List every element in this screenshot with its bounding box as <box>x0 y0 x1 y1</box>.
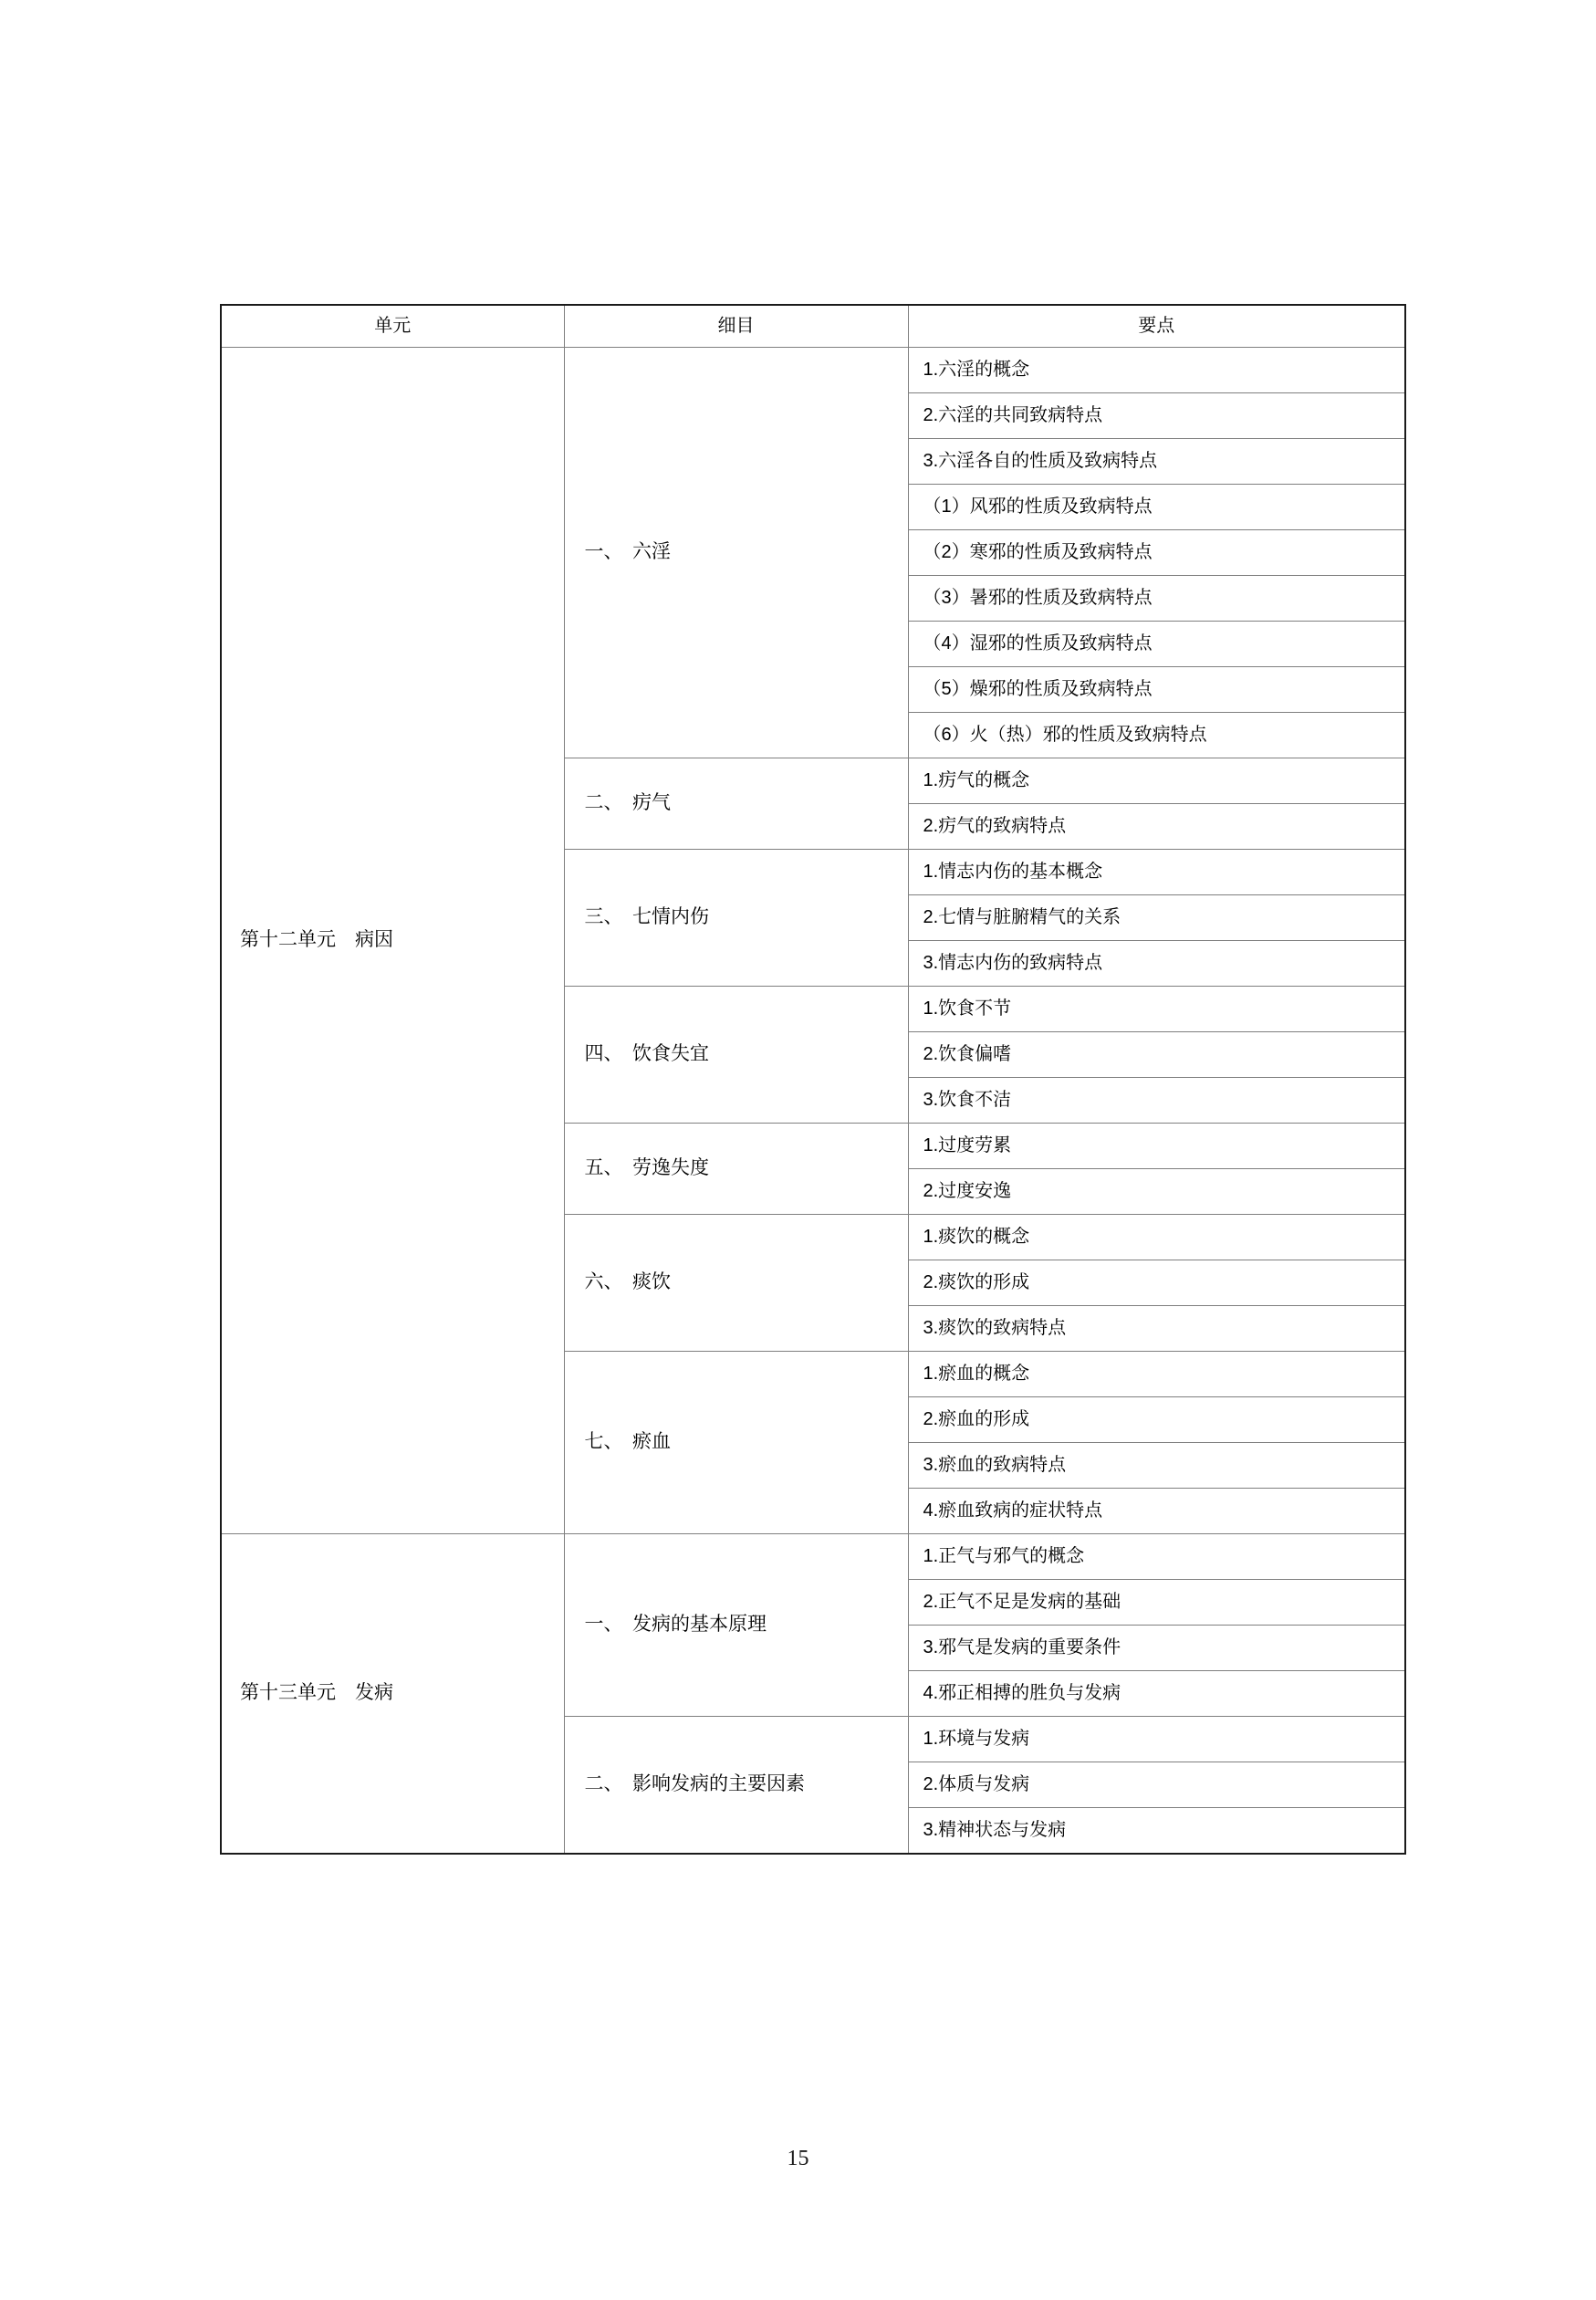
point-cell: 1.情志内伤的基本概念 <box>908 850 1405 895</box>
point-cell: 2.七情与脏腑精气的关系 <box>908 895 1405 941</box>
point-cell: 1.瘀血的概念 <box>908 1352 1405 1397</box>
detail-cell: 三、 七情内伤 <box>564 850 908 987</box>
point-cell: 1.正气与邪气的概念 <box>908 1534 1405 1580</box>
point-cell: 1.过度劳累 <box>908 1124 1405 1169</box>
table-row <box>221 1534 1405 1580</box>
unit-cell: 第十二单元 病因 <box>221 348 564 1534</box>
point-cell: 1.疠气的概念 <box>908 758 1405 804</box>
detail-cell: 六、 痰饮 <box>564 1215 908 1352</box>
point-cell: 1.饮食不节 <box>908 987 1405 1032</box>
point-cell: （3）暑邪的性质及致病特点 <box>908 576 1405 622</box>
detail-cell: 二、 影响发病的主要因素 <box>564 1717 908 1855</box>
point-cell: 2.饮食偏嗜 <box>908 1032 1405 1078</box>
point-cell: 2.体质与发病 <box>908 1762 1405 1808</box>
table-header-row <box>221 305 1405 348</box>
unit-cell: 第十三单元 发病 <box>221 1534 564 1855</box>
point-cell: 4.邪正相搏的胜负与发病 <box>908 1671 1405 1717</box>
page-number: 15 <box>787 2147 809 2170</box>
point-cell: 3.情志内伤的致病特点 <box>908 941 1405 987</box>
point-cell: 1.环境与发病 <box>908 1717 1405 1762</box>
column-header-point: 要点 <box>908 305 1405 348</box>
point-cell: 3.饮食不洁 <box>908 1078 1405 1124</box>
point-cell: （2）寒邪的性质及致病特点 <box>908 530 1405 576</box>
point-cell: 3.六淫各自的性质及致病特点 <box>908 439 1405 485</box>
point-cell: （1）风邪的性质及致病特点 <box>908 485 1405 530</box>
point-cell: 3.精神状态与发病 <box>908 1808 1405 1855</box>
table-row <box>221 348 1405 393</box>
detail-cell: 一、 六淫 <box>564 348 908 758</box>
syllabus-table <box>220 304 1406 1855</box>
point-cell: （5）燥邪的性质及致病特点 <box>908 667 1405 713</box>
point-cell: 2.瘀血的形成 <box>908 1397 1405 1443</box>
table-body <box>221 348 1405 1855</box>
detail-cell: 二、 疠气 <box>564 758 908 850</box>
point-cell: 2.六淫的共同致病特点 <box>908 393 1405 439</box>
point-cell: 2.痰饮的形成 <box>908 1260 1405 1306</box>
point-cell: 2.正气不足是发病的基础 <box>908 1580 1405 1626</box>
point-cell: 1.六淫的概念 <box>908 348 1405 393</box>
point-cell: 3.瘀血的致病特点 <box>908 1443 1405 1489</box>
detail-cell: 一、 发病的基本原理 <box>564 1534 908 1717</box>
point-cell: （4）湿邪的性质及致病特点 <box>908 622 1405 667</box>
point-cell: 4.瘀血致病的症状特点 <box>908 1489 1405 1534</box>
column-header-unit: 单元 <box>221 305 564 348</box>
point-cell: （6）火（热）邪的性质及致病特点 <box>908 713 1405 758</box>
table-header <box>221 305 1405 348</box>
detail-cell: 七、 瘀血 <box>564 1352 908 1534</box>
point-cell: 1.痰饮的概念 <box>908 1215 1405 1260</box>
detail-cell: 四、 饮食失宜 <box>564 987 908 1124</box>
point-cell: 2.过度安逸 <box>908 1169 1405 1215</box>
detail-cell: 五、 劳逸失度 <box>564 1124 908 1215</box>
point-cell: 3.痰饮的致病特点 <box>908 1306 1405 1352</box>
column-header-detail: 细目 <box>564 305 908 348</box>
point-cell: 2.疠气的致病特点 <box>908 804 1405 850</box>
point-cell: 3.邪气是发病的重要条件 <box>908 1626 1405 1671</box>
